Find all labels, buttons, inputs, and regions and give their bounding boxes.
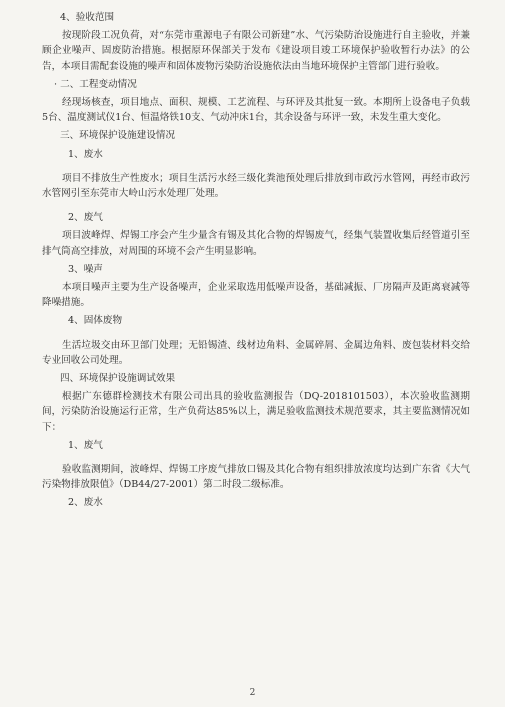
section-heading-commissioning-results: 四、环境保护设施调试效果 <box>60 373 176 385</box>
subheading-wastewater: 1、废水 <box>68 148 103 160</box>
paragraph-waste-gas: 项目波峰焊、焊锡工序会产生少量含有锡及其化合物的焊锡废气，经集气装置收集后经管道引至排气筒高空排放，对周围的环境不会产生明显影响。 <box>42 230 470 257</box>
subheading-noise: 3、噪声 <box>68 263 103 275</box>
heading-text: 二、工程变动情况 <box>60 78 137 90</box>
section-heading-engineering-changes: · 二、工程变动情况 <box>54 78 137 90</box>
paragraph-monitoring-waste-gas: 验收监测期间，波峰焊、焊锡工序废气排放口锡及其化合物有组织排放浓度均达到广东省《大气污染物排放限值》（DB44/27-2001）第二时段二级标准。 <box>42 464 470 491</box>
paragraph-solid-waste: 生活垃圾交由环卫部门处理；无铅锡渣、线材边角料、金属碎屑、金属边角料、废包装材料交给专业回收公司处理。 <box>42 339 470 366</box>
paragraph-wastewater: 项目不排放生产性废水；项目生活污水经三级化粪池预处理后排放到市政污水管网，再经市政污水管网引至东莞市大岭山污水处理厂处理。 <box>42 172 470 200</box>
subheading-solid-waste: 4、固体废物 <box>68 315 123 327</box>
paragraph-engineering-changes: 经现场核查，项目地点、面积、规模、工艺流程、与环评及其批复一致。本期所上设备电子负载5台、温度测试仪1台、恒温烙铁10支、气动冲床1台，其余设备与环评一致，未发生重大变化。 <box>42 97 470 124</box>
paragraph-acceptance-scope: 按现阶段工况负荷，对“东莞市重源电子有限公司新建”水、气污染防治设施进行自主验收，并兼顾企业噪声、固废防治措施。根据原环保部关于发布《建设项目竣工环境保护验收暂行办法》的公告，本项目需配套设施的噪声和固体废物污染防治设施依法由当地环境保护主管部门进行验收。 <box>42 30 470 72</box>
document-body <box>42 10 470 514</box>
section-heading-facility-construction: 三、环境保护设施建设情况 <box>60 130 176 142</box>
page-number: 2 <box>249 688 256 698</box>
subheading-waste-gas: 2、废气 <box>68 212 103 224</box>
paragraph-noise: 本项目噪声主要为生产设备噪声，企业采取选用低噪声设备，基础减振、厂房隔声及距离衰减等降噪措施。 <box>42 282 470 309</box>
subheading-monitoring-wastewater: 2、废水 <box>68 497 103 509</box>
subheading-monitoring-waste-gas: 1、废气 <box>68 439 103 451</box>
paragraph-commissioning-results: 根据广东德群检测技术有限公司出具的验收监测报告（DQ-2018101503），本次验收监测期间，污染防治设施运行正常，生产负荷达85%以上，满足验收监测技术规范要求，其主要监测情况如下： <box>42 391 470 433</box>
section-heading-acceptance-scope: 4、验收范围 <box>60 12 115 23</box>
